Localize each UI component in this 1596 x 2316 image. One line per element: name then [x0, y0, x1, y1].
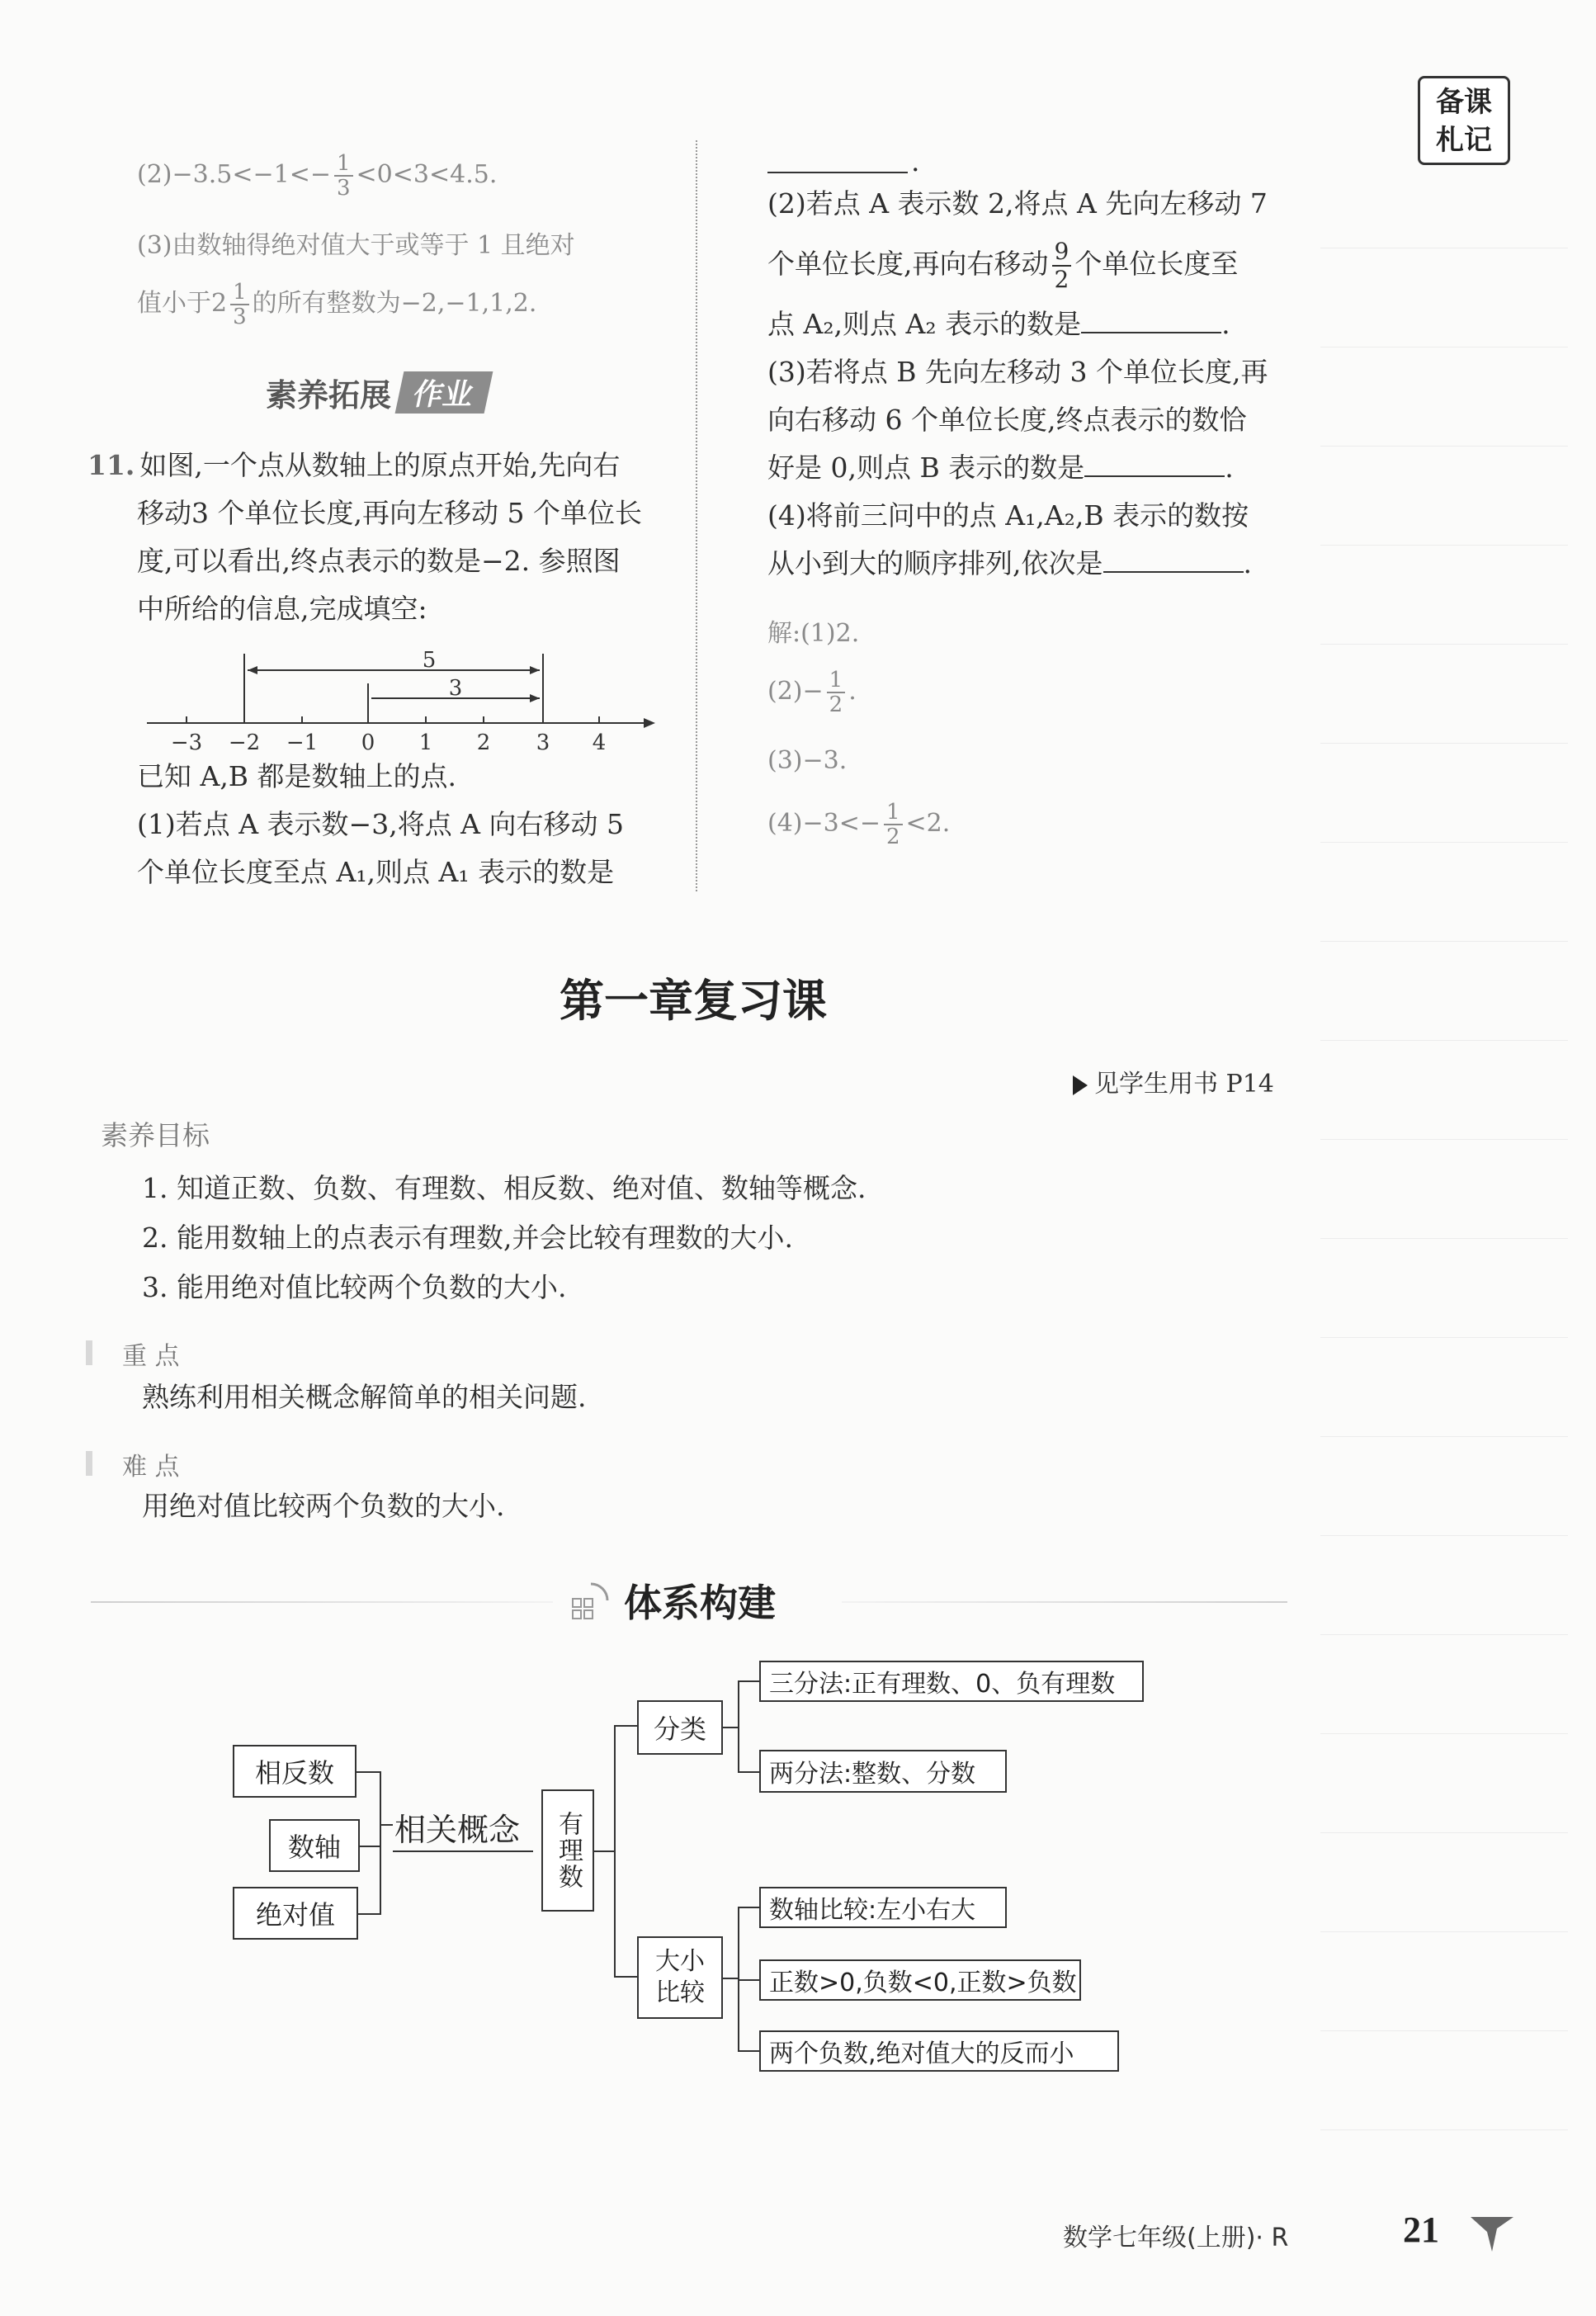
- node-sign-compare: 正数>0,负数<0,正数>负数: [759, 1959, 1081, 2001]
- goal-item: 1. 知道正数、负数、有理数、相反数、绝对值、数轴等概念.: [142, 1172, 866, 1204]
- tick-label: −1: [286, 730, 319, 755]
- node-three-way-split: 三分法:正有理数、0、负有理数: [759, 1661, 1144, 1702]
- fraction-one-half: $\frac{1}{2}$: [884, 801, 903, 848]
- node-number-line: 数轴: [269, 1819, 360, 1872]
- blank-3[interactable]: [1084, 451, 1225, 477]
- diagram-header: [569, 1573, 776, 1628]
- tick-label: −3: [170, 730, 203, 755]
- node-classification: 分类: [637, 1700, 723, 1755]
- solution-4: (4)−3<− $\frac{1}{2}$ <2.: [767, 800, 951, 849]
- hard-point-marker: [86, 1451, 92, 1476]
- section-tag-homework: 作业: [395, 371, 493, 414]
- badge-line1: 备课: [1436, 86, 1492, 119]
- tick-label: −2: [228, 730, 261, 755]
- diagram-title: 体系构建: [624, 1581, 776, 1625]
- fraction-nine-halves: $\frac{9}{2}$: [1052, 239, 1072, 293]
- goals-label: 素养目标: [101, 1119, 210, 1151]
- question-11-part2: (2)若点 A 表示数 2,将点 A 先向左移动 7 个单位长度,再向右移动 $\frac{9}{2}$ 个单位长度至 点 A₂,则点 A₂ 表示的数是 . (3)若将点 B 先向左移动 3 个单位长度,再 向右移动 6 个单位长度,终点表示的数恰 好是 0,则点 B 表示的数是 . (4)将前三问中的点 A₁,A₂,B 表示的数按 从小到大的顺序排列,依次是 .: [767, 187, 1268, 579]
- question-11-parts: 已知 A,B 都是数轴上的点. (1)若点 A 表示数−3,将点 A 向右移动 5 个单位长度至点 A₁,则点 A₁ 表示的数是: [137, 760, 624, 888]
- node-numberline-compare: 数轴比较:左小右大: [759, 1887, 1007, 1928]
- blank-1[interactable]: [767, 149, 908, 173]
- period: .: [911, 145, 920, 177]
- question-11: 11. 如图,一个点从数轴上的原点开始,先向右 移动3 个单位长度,再向左移动 5 个单位长 度,可以看出,终点表示的数是−2. 参照图 中所给的信息,完成填空:: [87, 449, 642, 625]
- badge-line2: 札记: [1436, 124, 1492, 157]
- section-label: 素养拓展: [266, 377, 392, 414]
- goal-item: 3. 能用绝对值比较两个负数的大小.: [142, 1271, 567, 1303]
- node-negative-compare: 两个负数,绝对值大的反而小: [759, 2030, 1119, 2072]
- tick-label: 3: [536, 730, 550, 755]
- answer-3-line2: 值小于2 $\frac{1}{3}$ 的所有整数为−2,−1,1,2.: [137, 280, 537, 329]
- page-number: 21: [1403, 2210, 1439, 2250]
- page-corner-arrow-icon: [1467, 2209, 1517, 2258]
- blank-2[interactable]: [1081, 307, 1221, 333]
- node-related-concepts: 相关概念: [394, 1812, 521, 1848]
- play-triangle-icon: [1073, 1075, 1088, 1095]
- goals-list: [142, 1164, 866, 1312]
- arrow-3-label: 3: [448, 676, 463, 701]
- footer-book-title: 数学七年级(上册)· R: [1063, 2224, 1289, 2252]
- solution-2: (2)− $\frac{1}{2}$ .: [767, 668, 857, 717]
- node-two-way-split: 两分法:整数、分数: [759, 1750, 1007, 1793]
- node-absolute-value: 绝对值: [233, 1887, 358, 1940]
- grid-icon: [569, 1579, 612, 1622]
- tick-label: 0: [361, 730, 375, 755]
- answer-2: (2)−3.5<−1<− $\frac{1}{3}$ <0<3<4.5.: [137, 151, 498, 201]
- question-number: 11.: [87, 449, 135, 481]
- fraction-one-half: $\frac{1}{2}$: [827, 669, 846, 716]
- arrow-5-label: 5: [422, 648, 437, 673]
- solution-1: 解:(1)2.: [767, 619, 860, 648]
- node-opposite-number: 相反数: [233, 1745, 357, 1798]
- goal-item: 2. 能用数轴上的点表示有理数,并会比较有理数的大小.: [142, 1222, 793, 1254]
- chapter-title: 第一章复习课: [560, 975, 827, 1027]
- key-point-label: 重 点: [122, 1342, 180, 1371]
- key-point-text: 熟练利用相关概念解简单的相关问题.: [142, 1381, 587, 1413]
- tick-label: 2: [476, 730, 491, 755]
- diagram-header-line-left: [91, 1601, 553, 1603]
- fraction-two-one-third: $\frac{1}{3}$: [230, 281, 249, 328]
- notes-badge: [1418, 76, 1510, 165]
- column-divider: [696, 140, 697, 891]
- hard-point-label: 难 点: [122, 1453, 180, 1482]
- tick-label: 4: [592, 730, 607, 755]
- blank-4[interactable]: [1103, 546, 1244, 573]
- student-book-ref: 见学生用书 P14: [1073, 1063, 1274, 1099]
- answer-3-line1: (3)由数轴得绝对值大于或等于 1 且绝对: [137, 231, 575, 260]
- hard-point-text: 用绝对值比较两个负数的大小.: [142, 1490, 505, 1522]
- tick-label: 1: [418, 730, 433, 755]
- fraction-one-third: $\frac{1}{3}$: [334, 152, 353, 200]
- diagram-header-line-right: [842, 1601, 1287, 1603]
- node-size-comparison: 大小比较: [637, 1936, 723, 2019]
- node-rational-number: 有理数: [541, 1789, 594, 1912]
- section-header-extension: [266, 370, 489, 415]
- number-line-figure: [140, 644, 668, 759]
- key-point-marker: [86, 1340, 92, 1365]
- solution-3: (3)−3.: [767, 746, 848, 775]
